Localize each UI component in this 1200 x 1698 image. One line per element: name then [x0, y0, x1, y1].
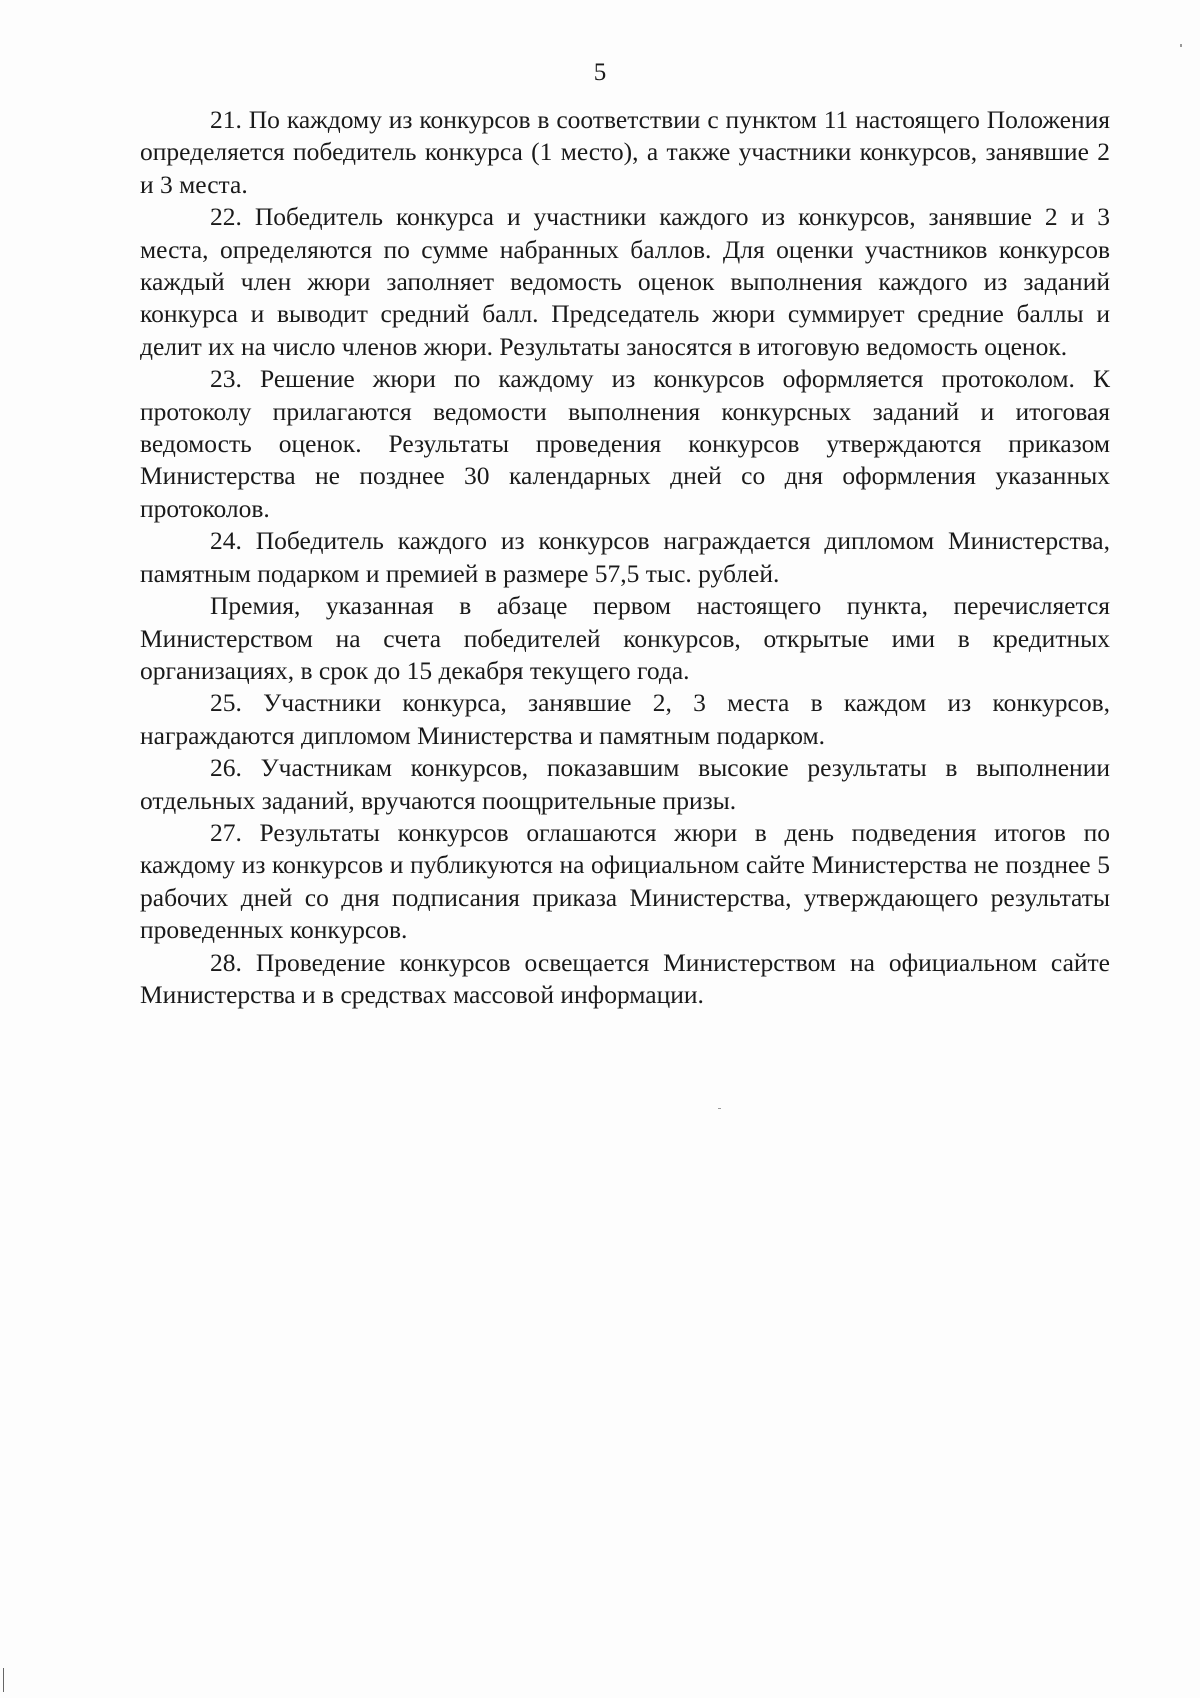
paragraph-25: 25. Участники конкурса, занявшие 2, 3 места в каждом из конкурсов, награждаются дипломом Министерства и памятным подарком. [140, 688, 1110, 750]
page-number: 5 [593, 59, 607, 86]
paragraph-24-premium: Премия, указанная в абзаце первом настоящего пункта, перечисляется Министерством на счета победителей конкурсов, открытые ими в кредитных организациях, в срок до 15 декабря текущего года. [140, 591, 1110, 685]
paragraph-27: 27. Результаты конкурсов оглашаются жюри в день подведения итогов по каждому из конкурсов и публикуются на официальном сайте Министерства не позднее 5 рабочих дней со дня подписания приказа Министерства, утверждающего результаты проведенных конкурсов. [140, 817, 1110, 945]
scan-speck [1180, 44, 1182, 47]
paragraph-23: 23. Решение жюри по каждому из конкурсов оформляется протоколом. К протоколу прилагаются ведомости выполнения конкурсных заданий и итоговая ведомость оценок. Результаты проведения конкурсов утверждаются приказом Министерства не позднее 30 календарных дней со дня оформления указанных протоколов. [140, 364, 1110, 523]
document-body [140, 104, 1110, 1011]
paragraph-24: 24. Победитель каждого из конкурсов награждается дипломом Министерства, памятным подарком и премией в размере 57,5 тыс. рублей. [140, 526, 1110, 588]
paragraph-22: 22. Победитель конкурса и участники каждого из конкурсов, занявшие 2 и 3 места, определяются по сумме набранных баллов. Для оценки участников конкурсов каждый член жюри заполняет ведомость оценок выполнения каждого из заданий конкурса и выводит средний балл. Председатель жюри суммирует средние баллы и делит их на число членов жюри. Результаты заносятся в итоговую ведомость оценок. [140, 202, 1110, 361]
paragraph-21: 21. По каждому из конкурсов в соответствии с пунктом 11 настоящего Положения определяется победитель конкурса (1 место), а также участники конкурсов, занявшие 2 и 3 места. [140, 105, 1110, 199]
paragraph-28: 28. Проведение конкурсов освещается Министерством на официальном сайте Министерства и в средствах массовой информации. [140, 947, 1110, 1009]
scan-speck [718, 1108, 721, 1109]
scan-edge-mark [3, 1668, 4, 1692]
paragraph-26: 26. Участникам конкурсов, показавшим высокие результаты в выполнении отдельных заданий, вручаются поощрительные призы. [140, 753, 1110, 815]
